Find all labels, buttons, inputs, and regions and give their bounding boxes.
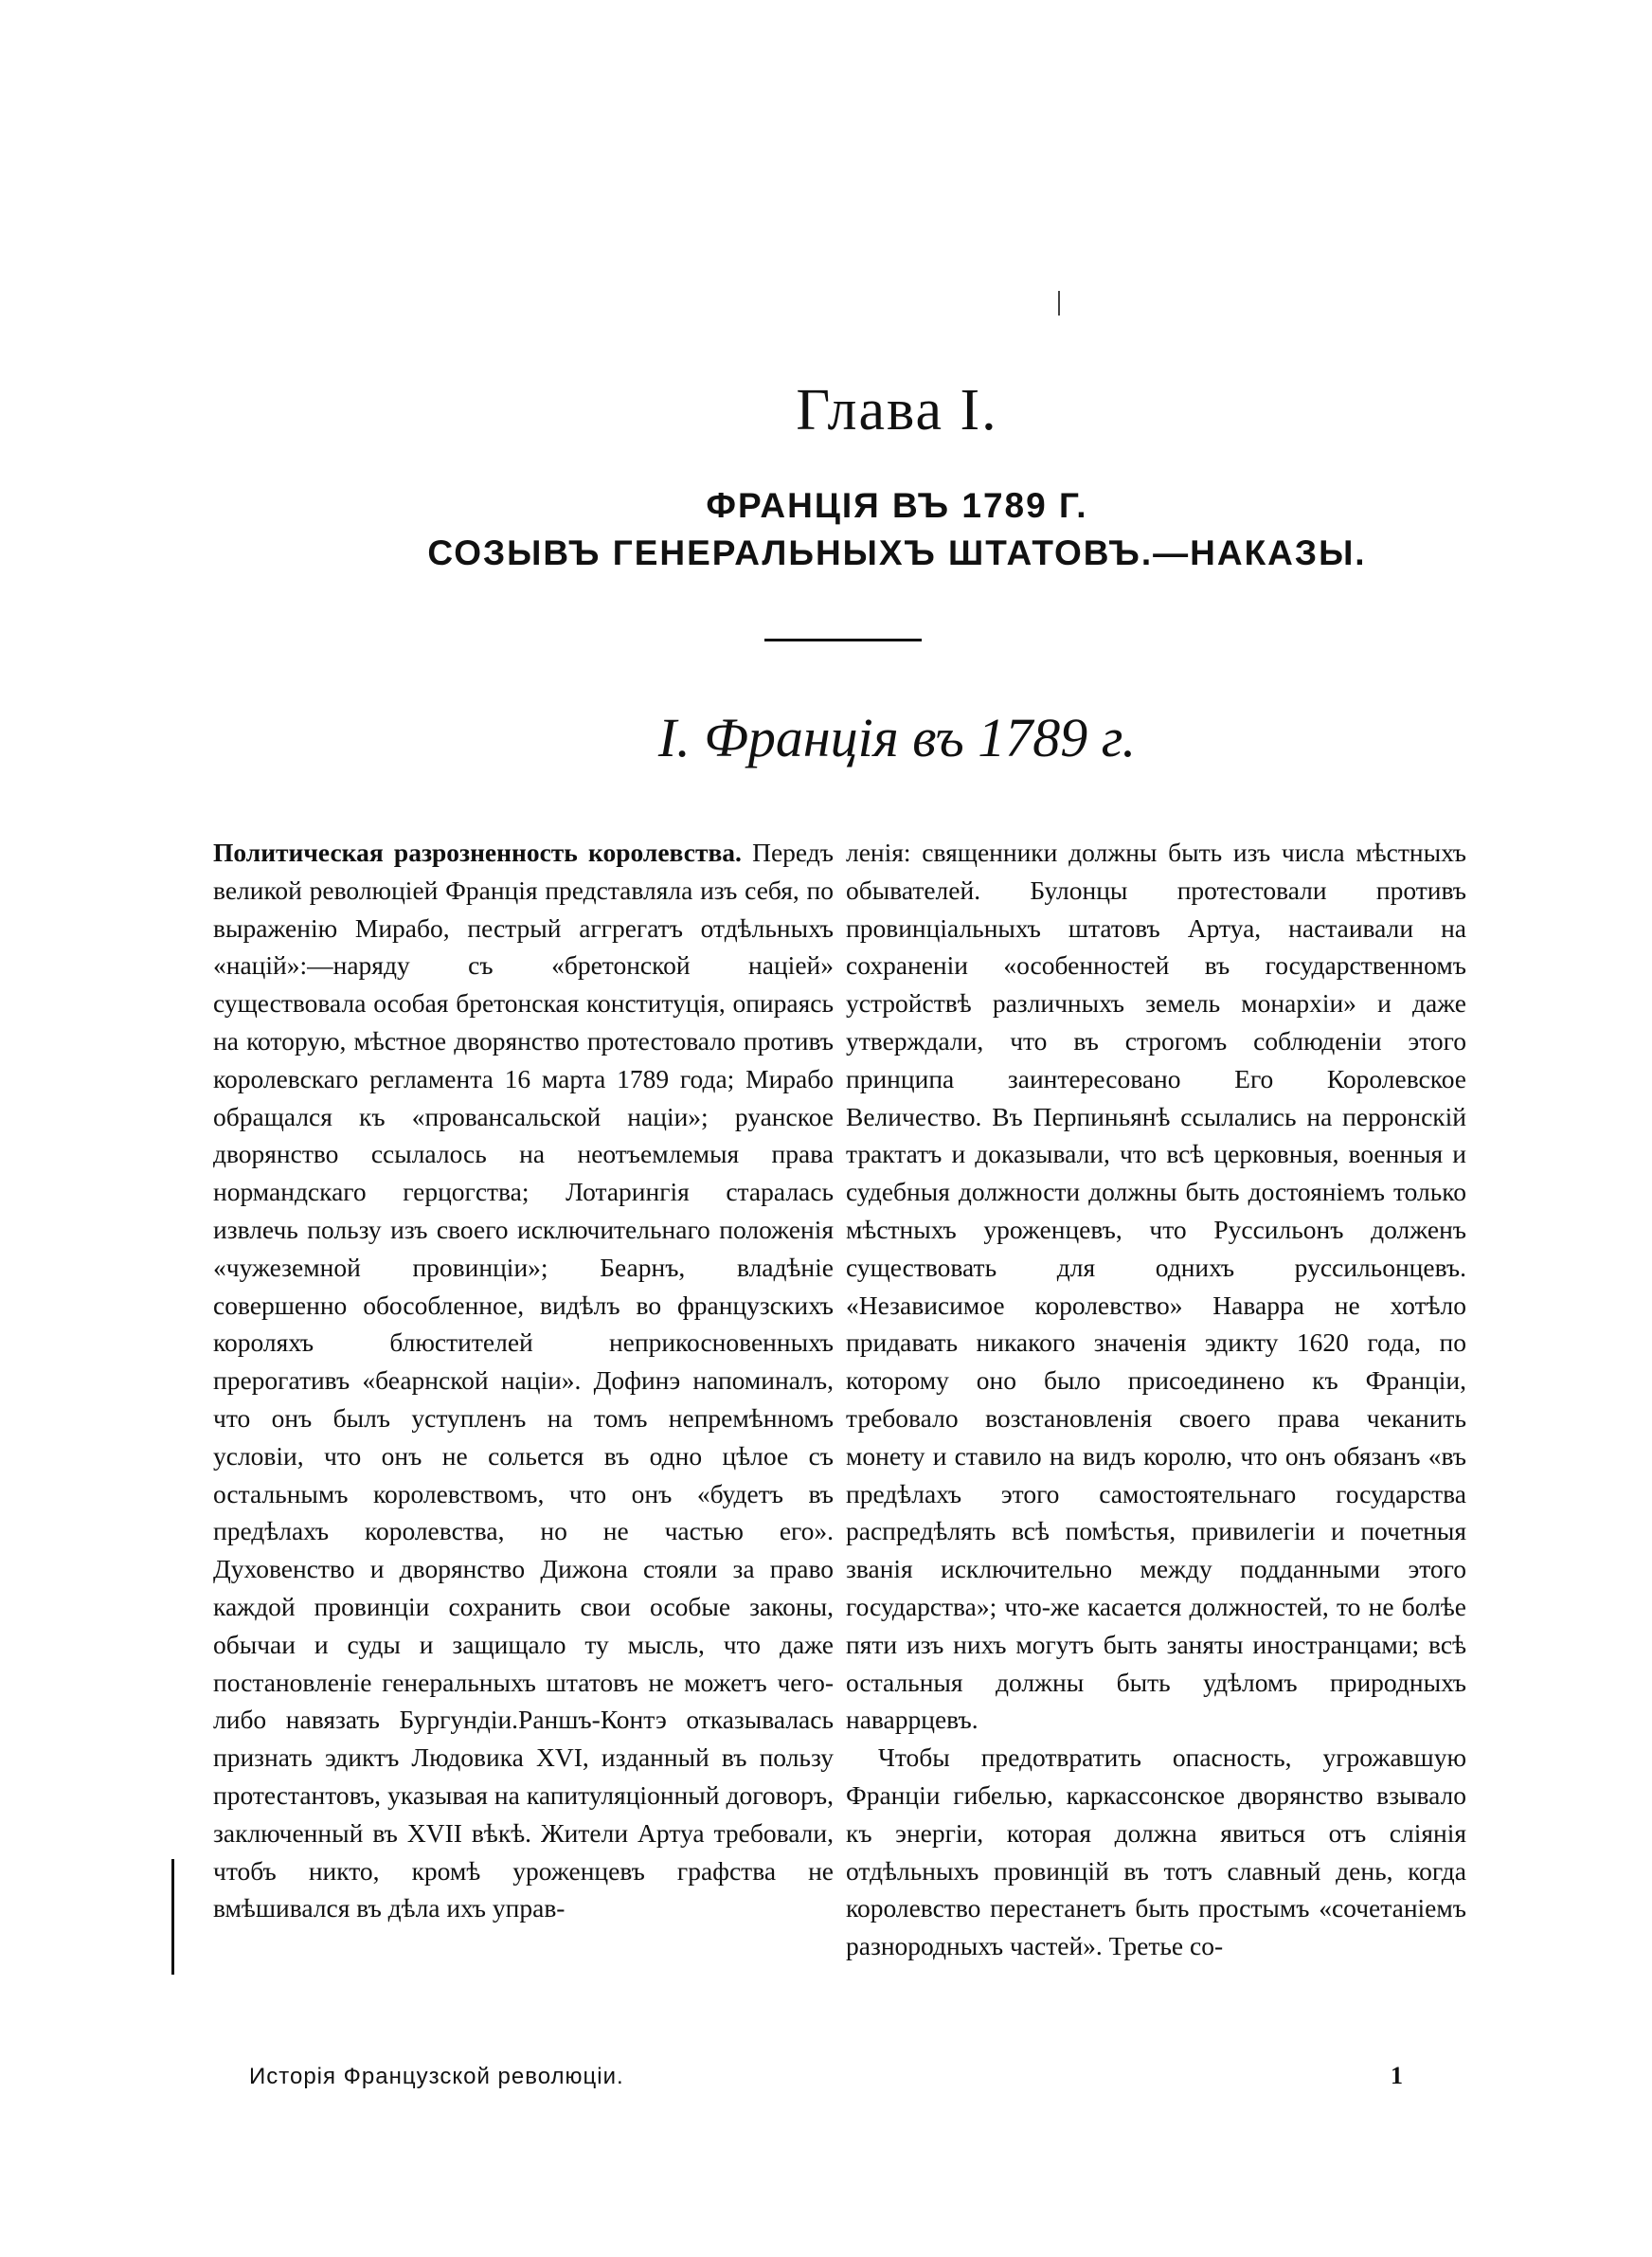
- chapter-subtitle-line-2: СОЗЫВЪ ГЕНЕРАЛЬНЫХЪ ШТАТОВЪ.—НАКАЗЫ.: [427, 533, 1367, 572]
- right-paragraph-2: Чтобы предотвратить опасность, угрожавшую Франціи гибелью, каркассонское дворянство взывало къ энергіи, которая должна явиться отъ сліянія отдѣльныхъ провинцій въ тотъ славный день, когда королевство перестанетъ быть простымъ «сочетаніемъ разнородныхъ частей». Третье со-: [846, 1742, 1466, 1961]
- chapter-subtitle-line-1: ФРАНЦІЯ ВЪ 1789 Г.: [706, 486, 1088, 525]
- divider-rule: [764, 639, 922, 641]
- left-paragraph-text: Передъ великой революціей Франція представляла изъ себя, по выраженію Мирабо, пестрый аггрегатъ отдѣльныхъ «націй»:—наряду съ «бретонской націей» существовала особая бретонская конституція, опираясь на которую, мѣстное дворянство протестовало противъ королевскаго регламента 16 марта 1789 года; Мирабо обращался къ «провансальской націи»; руанское дворянство ссылалось на неотъемлемыя права нормандскаго герцогства; Лотарингія старалась извлечь пользу изъ своего исключительнаго положенія «чужеземной провинціи»; Беарнъ, владѣніе совершенно обособленное, видѣлъ во французскихъ короляхъ блюстителей неприкосновенныхъ прерогативъ «беарнской націи». Дофинэ напоминалъ, что онъ былъ уступленъ на томъ непремѣнномъ условіи, что онъ не сольется въ одно цѣлое съ остальнымъ королевствомъ, что онъ «будетъ въ предѣлахъ королевства, но не частью его». Духовенство и дворянство Дижона стояли за право каждой провинціи сохранить свои особые законы, обычаи и суды и защищало ту мысль, что даже постановленіе генеральныхъ штатовъ не можетъ чего-либо навязать Бургундіи.Раншъ-Контэ отказывалась признать эдиктъ Людовика XVI, изданный въ пользу протестантовъ, указывая на капитуляціонный договоръ, заключенный въ XVII вѣкѣ. Жители Артуа требовали, чтобъ никто, кромѣ уроженцевъ графства не вмѣшивался въ дѣла ихъ управ-: [213, 838, 834, 1923]
- print-mark: [1058, 291, 1060, 316]
- section-title: I. Франція въ 1789 г.: [657, 707, 1137, 768]
- left-paragraph: [213, 834, 834, 1927]
- left-column: [213, 834, 834, 1927]
- margin-mark: [171, 1859, 174, 1975]
- run-in-heading: Политическая разрозненность королевства.: [213, 838, 742, 867]
- right-column: [846, 834, 1466, 1965]
- footer-book-title: Исторія Французской революціи.: [249, 2064, 624, 2089]
- chapter-title: Глава I.: [796, 378, 998, 442]
- right-paragraph-1: ленія: священники должны быть изъ числа мѣстныхъ обывателей. Булонцы протестовали противъ провинціальныхъ штатовъ Артуа, настаивали на сохраненіи «особенностей въ государственномъ устройствѣ различныхъ земель монархіи» и даже утверждали, что въ строгомъ соблюденіи этого принципа заинтересовано Его Королевское Величество. Въ Перпиньянѣ ссылались на перронскій трактатъ и доказывали, что всѣ церковныя, военныя и судебныя должности должны быть достояніемъ только мѣстныхъ уроженцевъ, что Руссильонъ долженъ существовать для однихъ руссильонцевъ. «Независимое королевство» Наварра не хотѣло придавать никакого значенія эдикту 1620 года, по которому оно было присоединено къ Франціи, требовало возстановленія своего права чеканить монету и ставило на видъ королю, что онъ обязанъ «въ предѣлахъ этого самостоятельнаго государства распредѣлять всѣ помѣстья, привилегіи и почетныя званія исключительно между подданными этого государства»; что-же касается должностей, то не болѣе пяти изъ нихъ могутъ быть заняты иностранцами; всѣ остальныя должны быть удѣломъ природныхъ наваррцевъ.: [846, 838, 1466, 1735]
- page-number: 1: [1391, 2062, 1403, 2089]
